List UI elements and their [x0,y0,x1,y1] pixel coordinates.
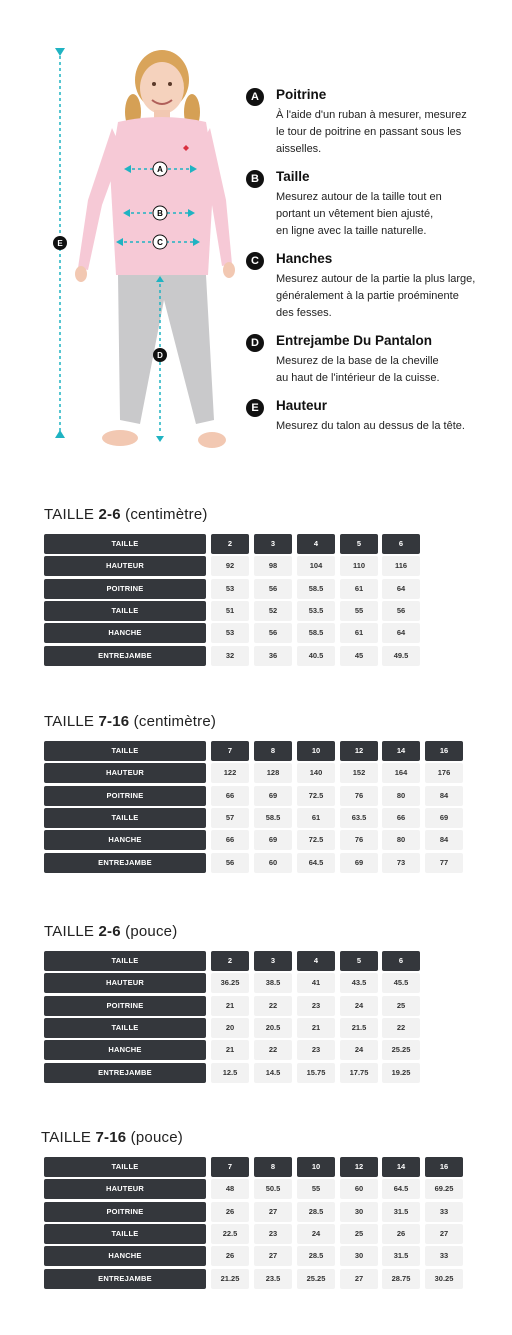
badge-d-icon: D [246,334,264,352]
table-title-word: TAILLE [44,923,99,940]
table-cell: 66 [382,808,420,828]
row-label: ENTREJAMBE [44,1063,206,1083]
badge-c-icon: C [246,252,264,270]
column-header-cell: 2 [211,951,249,971]
column-header-cell: 5 [340,951,378,971]
table-cell: 49.5 [382,646,420,666]
legend-desc: Mesurez du talon au dessus de la tête. [276,420,465,432]
legend-desc: À l'aide d'un ruban à mesurer, mesurez le tour de poitrine en passant sous les aisselles. [276,109,467,155]
table-cell: 61 [340,623,378,643]
table-cell: 33 [425,1202,463,1222]
table-cell: 140 [297,763,335,783]
column-header-cell: 6 [382,951,420,971]
table-cell: 28.5 [297,1246,335,1266]
table-cell: 76 [340,786,378,806]
table-cell: 32 [211,646,249,666]
table-cell: 25.25 [382,1040,420,1060]
table-cell: 33 [425,1246,463,1266]
table-cell: 22 [382,1018,420,1038]
table-cell: 58.5 [297,579,335,599]
table-cell: 22 [254,1040,292,1060]
table-title-unit: (centimètre) [129,713,217,730]
row-label: ENTREJAMBE [44,1269,206,1289]
table-cell: 116 [382,556,420,576]
table-cell: 69.25 [425,1179,463,1199]
table-cell: 56 [254,623,292,643]
table-cell: 84 [425,786,463,806]
row-label: POITRINE [44,1202,206,1222]
table-cell: 45.5 [382,973,420,993]
row-label: TAILLE [44,1224,206,1244]
table-cell: 26 [211,1202,249,1222]
column-header-cell: 8 [254,741,292,761]
column-header-cell: 8 [254,1157,292,1177]
badge-e [53,236,67,250]
table-cell: 56 [382,601,420,621]
table-cell: 31.5 [382,1246,420,1266]
table-title-range: 2-6 [98,506,121,523]
row-label: TAILLE [44,1018,206,1038]
table-cell: 53 [211,579,249,599]
table-cell: 24 [340,1040,378,1060]
column-header-cell: 16 [425,1157,463,1177]
table-cell: 23 [297,996,335,1016]
table-cell: 98 [254,556,292,576]
legend-item-chest [246,86,508,158]
table-cell: 28.5 [297,1202,335,1222]
badge-b-icon: B [246,170,264,188]
table-cell: 23 [297,1040,335,1060]
row-label: ENTREJAMBE [44,646,206,666]
table-title-word: TAILLE [44,506,99,523]
row-label: TAILLE [44,601,206,621]
column-header-cell: 12 [340,741,378,761]
column-header-cell: 10 [297,741,335,761]
table-cell: 12.5 [211,1063,249,1083]
right-foot [198,432,226,448]
table-cell: 24 [340,996,378,1016]
row-label: TAILLE [44,1157,206,1177]
table-cell: 69 [254,786,292,806]
svg-text:E: E [57,239,63,248]
legend-item-height [246,397,508,435]
table-cell: 58.5 [254,808,292,828]
legend-item-hips [246,250,508,322]
table-title-range: 2-6 [98,923,121,940]
row-label: HANCHE [44,1040,206,1060]
table-title-unit: (centimètre) [120,506,208,523]
column-header-cell: 3 [254,951,292,971]
table-cell: 69 [340,853,378,873]
svg-text:D: D [157,351,163,360]
table-cell: 92 [211,556,249,576]
arrow-top-icon [55,48,65,56]
table-cell: 40.5 [297,646,335,666]
column-header-cell: 6 [382,534,420,554]
legend-title: Taille [276,169,310,184]
table-title-unit: (pouce) [126,1129,183,1146]
legend-title: Poitrine [276,87,327,102]
table-cell: 26 [382,1224,420,1244]
table-cell: 30.25 [425,1269,463,1289]
badge-d [153,348,167,362]
table-cell: 26 [211,1246,249,1266]
table-cell: 56 [254,579,292,599]
arrow-bottom-icon [55,430,65,438]
pants [118,275,214,424]
row-label: TAILLE [44,741,206,761]
svg-text:B: B [157,209,163,218]
table-cell: 25.25 [297,1269,335,1289]
table-title [44,923,177,940]
legend-item-inseam [246,332,508,387]
table-cell: 20 [211,1018,249,1038]
table-cell: 43.5 [340,973,378,993]
table-cell: 25 [340,1224,378,1244]
table-cell: 30 [340,1246,378,1266]
table-cell: 48 [211,1179,249,1199]
column-header-cell: 14 [382,1157,420,1177]
row-label: POITRINE [44,579,206,599]
column-header-cell: 7 [211,741,249,761]
table-cell: 24 [297,1224,335,1244]
table-cell: 52 [254,601,292,621]
table-cell: 55 [340,601,378,621]
badge-b [153,206,167,220]
table-cell: 60 [254,853,292,873]
svg-text:C: C [157,238,163,247]
table-cell: 30 [340,1202,378,1222]
table-cell: 76 [340,830,378,850]
table-cell: 21.5 [340,1018,378,1038]
column-header-cell: 12 [340,1157,378,1177]
table-cell: 23 [254,1224,292,1244]
column-header-cell: 10 [297,1157,335,1177]
table-title-word: TAILLE [44,713,99,730]
table-cell: 64 [382,579,420,599]
table-cell: 50.5 [254,1179,292,1199]
row-label: HANCHE [44,1246,206,1266]
table-cell: 22.5 [211,1224,249,1244]
badge-a [153,162,167,176]
table-cell: 21 [211,1040,249,1060]
row-label: TAILLE [44,951,206,971]
table-cell: 36 [254,646,292,666]
face [140,62,184,114]
legend-desc: Mesurez de la base de la cheville au haut de l'intérieur de la cuisse. [276,355,440,384]
table-cell: 57 [211,808,249,828]
column-header-cell: 7 [211,1157,249,1177]
row-label: ENTREJAMBE [44,853,206,873]
table-cell: 21.25 [211,1269,249,1289]
table-cell: 23.5 [254,1269,292,1289]
table-cell: 104 [297,556,335,576]
table-cell: 53.5 [297,601,335,621]
table-cell: 22 [254,996,292,1016]
table-cell: 66 [211,830,249,850]
table-cell: 17.75 [340,1063,378,1083]
table-cell: 69 [254,830,292,850]
column-header-cell: 14 [382,741,420,761]
table-cell: 27 [254,1246,292,1266]
shirt [110,117,214,275]
badge-c [153,235,167,249]
legend-title: Entrejambe Du Pantalon [276,333,433,348]
column-header-cell: 3 [254,534,292,554]
table-cell: 73 [382,853,420,873]
table-cell: 64.5 [382,1179,420,1199]
table-title-unit: (pouce) [120,923,178,940]
table-cell: 19.25 [382,1063,420,1083]
table-cell: 164 [382,763,420,783]
column-header-cell: 4 [297,534,335,554]
table-cell: 31.5 [382,1202,420,1222]
table-cell: 63.5 [340,808,378,828]
table-cell: 38.5 [254,973,292,993]
table-cell: 61 [340,579,378,599]
table-cell: 80 [382,786,420,806]
badge-a-icon: A [246,88,264,106]
table-cell: 128 [254,763,292,783]
legend-title: Hanches [276,251,333,266]
table-title-range: 7-16 [95,1129,127,1146]
table-cell: 64 [382,623,420,643]
table-cell: 41 [297,973,335,993]
table-cell: 14.5 [254,1063,292,1083]
row-label: HANCHE [44,623,206,643]
legend-desc: Mesurez autour de la partie la plus large, généralement à la partie proéminente des fesses. [276,273,476,319]
table-cell: 56 [211,853,249,873]
row-label: HAUTEUR [44,1179,206,1199]
table-cell: 51 [211,601,249,621]
table-cell: 61 [297,808,335,828]
column-header-cell: 2 [211,534,249,554]
table-cell: 66 [211,786,249,806]
table-cell: 60 [340,1179,378,1199]
table-cell: 45 [340,646,378,666]
table-cell: 55 [297,1179,335,1199]
legend-desc: Mesurez autour de la taille tout en portant un vêtement bien ajusté, en ligne avec la taille naturelle. [276,191,442,237]
table-cell: 69 [425,808,463,828]
child-measurement-figure [0,0,250,480]
table-cell: 176 [425,763,463,783]
column-header-cell: 4 [297,951,335,971]
row-label: HAUTEUR [44,763,206,783]
table-cell: 152 [340,763,378,783]
table-cell: 28.75 [382,1269,420,1289]
table-cell: 72.5 [297,830,335,850]
row-label: POITRINE [44,996,206,1016]
table-cell: 84 [425,830,463,850]
table-cell: 72.5 [297,786,335,806]
left-foot [102,430,138,446]
table-cell: 77 [425,853,463,873]
table-cell: 80 [382,830,420,850]
table-cell: 15.75 [297,1063,335,1083]
table-cell: 21 [211,996,249,1016]
table-cell: 110 [340,556,378,576]
table-cell: 27 [254,1202,292,1222]
row-label: HANCHE [44,830,206,850]
badge-e-icon: E [246,399,264,417]
svg-text:A: A [157,165,163,174]
row-label: TAILLE [44,534,206,554]
measurement-legend [246,86,508,445]
table-cell: 64.5 [297,853,335,873]
table-cell: 27 [425,1224,463,1244]
column-header-cell: 5 [340,534,378,554]
table-cell: 25 [382,996,420,1016]
row-label: HAUTEUR [44,556,206,576]
legend-title: Hauteur [276,398,328,413]
table-cell: 122 [211,763,249,783]
table-cell: 36.25 [211,973,249,993]
table-title [41,1129,183,1146]
column-header-cell: 16 [425,741,463,761]
table-title-range: 7-16 [98,713,130,730]
table-cell: 58.5 [297,623,335,643]
table-title [44,506,208,523]
table-title [44,713,216,730]
table-cell: 20.5 [254,1018,292,1038]
table-cell: 27 [340,1269,378,1289]
row-label: HAUTEUR [44,973,206,993]
row-label: TAILLE [44,808,206,828]
row-label: POITRINE [44,786,206,806]
table-cell: 21 [297,1018,335,1038]
legend-item-waist [246,168,508,240]
table-cell: 53 [211,623,249,643]
table-title-word: TAILLE [41,1129,96,1146]
